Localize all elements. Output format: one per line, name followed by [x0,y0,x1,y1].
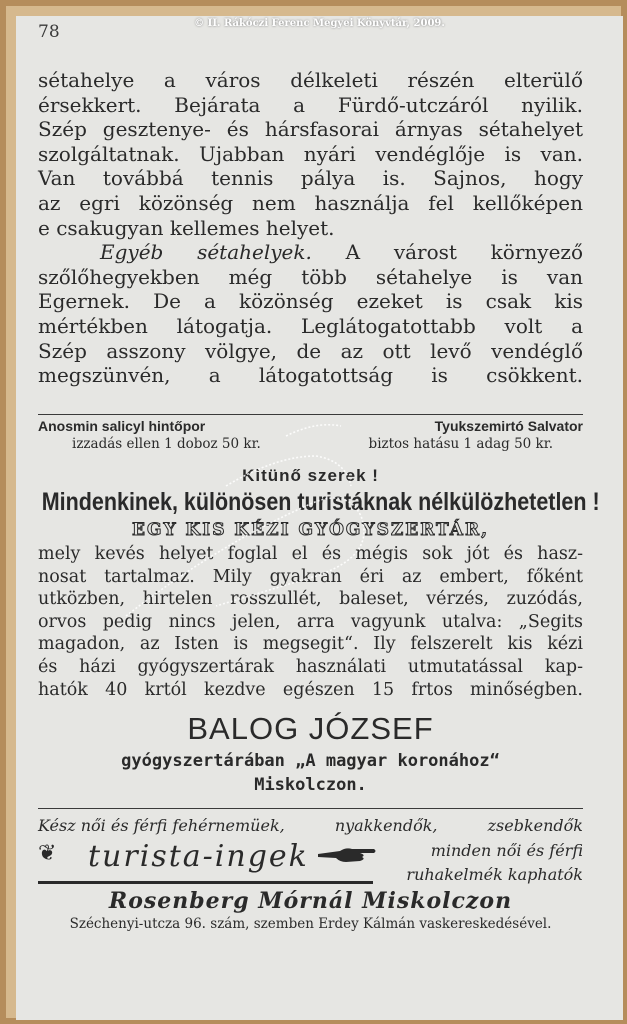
shirt-ad-top [38,816,583,835]
ad-paragraph [38,543,583,701]
divider [38,414,583,415]
ad-subhead: EGY KIS KÉZI GYÓGYSZERTÁR, [131,520,489,540]
ad-line: magadon, az Isten is megsegit“. Ily felszerelt kis kézi [38,634,583,655]
shirt-brand: turista-ingek [88,839,309,874]
ad-line: nosat tartalmaz. Mily gyakran éri az embert, főként [38,566,583,587]
section-first-text: A várost környező [345,240,583,265]
body-line: e csakugyan kellemes helyet. [38,215,335,240]
ad-seller: BALOG JÓZSEF [187,711,434,747]
shirt-ad-right-1: minden női és férfi [430,841,583,860]
shirt-ad [38,816,583,932]
pointing-hand-icon [316,843,378,865]
ad-line: mely kevés helyet foglal el és mégis sok jót és hasz- [38,544,583,564]
section-title: Egyéb sétahelyek. [100,240,312,265]
ad-line: és házi gyógyszertárak használati utmutatással kap- [38,656,583,677]
shirt-ad-middle [38,839,583,884]
fleuron-icon: ❦ [38,841,57,866]
body-line: szolgáltatnak. Ujabban nyári vendéglője is van. [38,141,583,166]
ad-pharmacy-name: gyógyszertárában „A magyar koronához“ [121,751,500,772]
shop-address: Széchenyi-utcza 96. szám, szemben Erdey Kálmán vaskereskedésével. [69,916,552,932]
product-left-desc: izzadás ellen 1 doboz 50 kr. [72,436,261,452]
shirt-ad-top-mid: nyakkendők, [334,816,438,835]
ad-kicker: Kitünő szerek ! [242,466,379,485]
body-line: Szép gesztenye- és hársfasorai árnyas sétahelyet [38,117,583,142]
section-first-line [38,240,583,265]
shop-name: Rosenberg Mórnál Miskolczon [108,888,513,914]
body-line: sétahelye a város délkeleti részén elterülő [38,68,583,92]
body-line: Egernek. De a közönség ezeket is csak kis [38,289,583,314]
ad-line: orvos pedig nincs jelen, arra vagyunk utalva: „Segits [38,611,583,632]
shirt-ad-top-right: zsebkendők [487,816,583,835]
body-line: mértékben látogatja. Leglátogatottabb volt a [38,313,583,338]
body-line: érsekkert. Bejárata a Fürdő-utczáról nyilik. [38,92,583,117]
copyright-watermark: © II. Rákóczi Ferenc Megyei Könyvtár, 2009. [194,18,445,29]
ad-line: hatók 40 krtól kezdve egészen 15 frtos minőségben. [38,679,583,700]
body-line: Van továbbá tennis pálya is. Sajnos, hogy [38,166,583,191]
product-names [38,418,583,434]
body-line: Szép asszony völgye, de az ott levő vendéglő [38,338,583,363]
ad-line: utközben, hirtelen rosszullét, baleset, vérzés, zuzódás, [38,589,583,610]
page-number: 78 [38,22,60,42]
product-descriptions [38,436,583,452]
body-line: megszünvén, a látogatottság is csökkent. [38,363,583,388]
ad-city: Miskolczon. [254,775,367,796]
shirt-ad-right-2: ruhakelmék kaphatók [406,865,583,884]
divider [38,808,583,809]
body-text [38,68,583,388]
product-ad [38,418,583,452]
ad-headline: Mindenkinek, különösen turistáknak nélkülözhetetlen ! [41,488,600,516]
thick-divider [38,881,373,884]
body-line: szőlőhegyekben még több sétahelye is van [38,264,583,289]
book-page [16,16,623,1020]
body-line: az egri közönség nem használja fel kellőképen [38,190,583,215]
pharmacy-ad [38,466,600,796]
product-right-desc: biztos hatásu 1 adag 50 kr. [368,436,553,452]
shirt-ad-top-left: Kész női és férfi fehérnemüek, [38,816,285,835]
product-right-name: Tyukszemirtó Salvator [434,418,583,434]
product-left-name: Anosmin salicyl hintőpor [38,418,206,434]
